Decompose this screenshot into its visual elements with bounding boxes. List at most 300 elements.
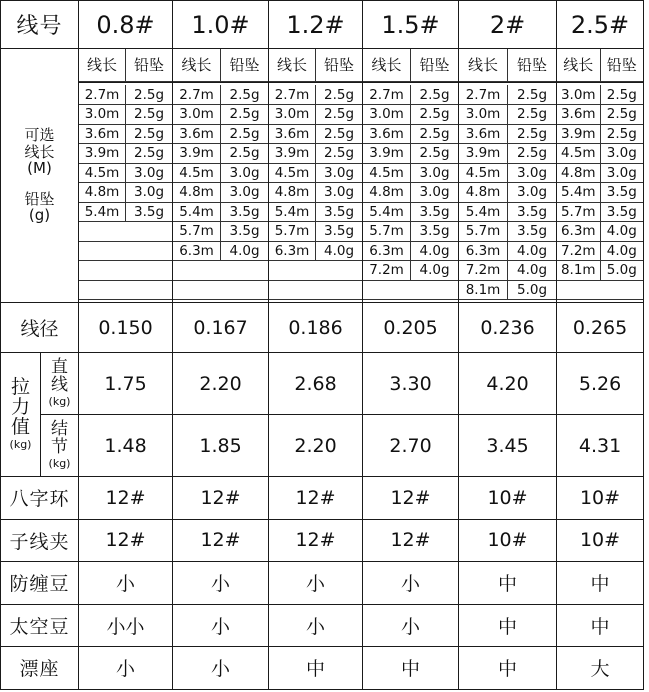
option-empty — [363, 280, 458, 300]
option-sinker: 2.5g — [411, 124, 459, 144]
option-length: 3.0m — [459, 105, 508, 125]
option-sinker: 2.5g — [126, 85, 173, 105]
option-sinker: 3.5g — [600, 183, 643, 203]
option-sinker: 4.0g — [600, 241, 643, 261]
line-size-header: 2.5# — [557, 1, 644, 49]
option-sinker: 2.5g — [508, 144, 557, 164]
diameter-value: 0.167 — [173, 303, 269, 353]
option-length: 7.2m — [363, 261, 411, 281]
option-length: 5.4m — [363, 202, 411, 222]
option-sinker: 3.0g — [126, 163, 173, 183]
sinker-header: 铅坠 — [126, 49, 173, 81]
options-column — [269, 83, 363, 303]
options-label-line: 可选 — [24, 126, 55, 145]
options-label-line: (g) — [28, 206, 51, 225]
option-sinker: 3.5g — [508, 222, 557, 242]
option-row — [269, 163, 362, 183]
option-sinker: 3.0g — [126, 183, 173, 203]
option-row — [363, 222, 458, 242]
option-length: 3.6m — [269, 124, 316, 144]
option-length: 3.0m — [173, 105, 221, 125]
option-row — [79, 124, 172, 144]
subheader-split — [173, 49, 268, 82]
option-sinker: 4.0g — [411, 261, 459, 281]
tensile-unit: (kg) — [9, 437, 32, 451]
option-sinker: 2.5g — [126, 144, 173, 164]
option-row — [459, 105, 556, 125]
option-length: 4.8m — [363, 183, 411, 203]
option-row — [173, 183, 268, 203]
option-length: 7.2m — [459, 261, 508, 281]
option-length: 3.9m — [459, 144, 508, 164]
option-row — [459, 144, 556, 164]
option-sinker: 3.5g — [221, 222, 269, 242]
options-label-line: 线长 — [24, 142, 55, 161]
subheader-split — [363, 49, 458, 82]
option-row — [459, 85, 556, 105]
option-row — [557, 144, 643, 164]
straight-strength-value: 2.20 — [173, 353, 269, 415]
option-length: 3.0m — [363, 105, 411, 125]
option-sinker: 2.5g — [221, 144, 269, 164]
knot-strength-value: 3.45 — [459, 415, 557, 477]
option-row — [363, 124, 458, 144]
option-row — [269, 85, 362, 105]
subheader-row — [1, 49, 644, 83]
option-length: 5.4m — [173, 202, 221, 222]
option-length: 5.7m — [269, 222, 316, 242]
accessory-value: 小 — [269, 562, 363, 605]
diameter-value: 0.186 — [269, 303, 363, 353]
option-sinker: 3.5g — [600, 202, 643, 222]
sinker-header: 铅坠 — [508, 49, 557, 81]
subheader-split — [459, 49, 556, 82]
accessory-value: 小 — [173, 604, 269, 647]
option-row — [269, 261, 362, 281]
option-row — [459, 241, 556, 261]
option-sinker: 3.5g — [411, 202, 459, 222]
option-length: 3.9m — [269, 144, 316, 164]
option-sinker: 3.5g — [316, 222, 363, 242]
option-row — [459, 261, 556, 281]
accessory-value: 中 — [459, 647, 557, 690]
accessory-label: 漂座 — [1, 647, 79, 690]
sinker-header: 铅坠 — [411, 49, 459, 81]
option-row — [173, 163, 268, 183]
option-row — [173, 241, 268, 261]
tensile-label-char: 值 — [10, 415, 30, 438]
accessory-value: 10# — [557, 519, 644, 562]
accessory-row — [1, 647, 644, 690]
option-row — [173, 202, 268, 222]
option-row — [363, 163, 458, 183]
option-sinker: 2.5g — [411, 85, 459, 105]
length-header: 线长 — [557, 49, 600, 81]
option-length: 4.5m — [173, 163, 221, 183]
option-sinker: 3.0g — [411, 183, 459, 203]
option-sinker: 2.5g — [316, 144, 363, 164]
option-sinker: 3.5g — [316, 202, 363, 222]
option-length: 6.3m — [363, 241, 411, 261]
accessory-label: 防缠豆 — [1, 562, 79, 605]
option-row — [173, 85, 268, 105]
option-length: 4.8m — [269, 183, 316, 203]
option-row — [79, 261, 172, 281]
accessory-label: 子线夹 — [1, 519, 79, 562]
accessory-value: 小 — [363, 604, 459, 647]
options-label-line: 铅坠 — [24, 189, 55, 208]
subheader-split — [269, 49, 362, 82]
options-label-line: (M) — [27, 159, 52, 178]
options-list — [459, 85, 556, 300]
option-length: 3.6m — [79, 124, 126, 144]
option-sinker: 3.5g — [126, 202, 173, 222]
diameter-label: 线径 — [1, 303, 79, 353]
accessory-value: 12# — [79, 519, 173, 562]
option-row — [79, 241, 172, 261]
length-header: 线长 — [459, 49, 508, 81]
option-row — [363, 241, 458, 261]
option-sinker: 5.0g — [600, 261, 643, 281]
option-sinker: 2.5g — [508, 124, 557, 144]
option-length: 5.4m — [79, 202, 126, 222]
sinker-header: 铅坠 — [316, 49, 363, 81]
accessory-value: 12# — [269, 477, 363, 520]
straight-strength-value: 5.26 — [557, 353, 644, 415]
tensile-strength-label — [1, 353, 41, 477]
option-length: 5.4m — [557, 183, 600, 203]
option-sinker: 2.5g — [411, 144, 459, 164]
option-row — [363, 105, 458, 125]
option-length: 4.5m — [269, 163, 316, 183]
option-sinker: 2.5g — [600, 85, 643, 105]
option-length: 4.5m — [557, 144, 600, 164]
option-row — [269, 183, 362, 203]
straight-strength-value: 4.20 — [459, 353, 557, 415]
diameter-value: 0.150 — [79, 303, 173, 353]
option-length: 4.5m — [79, 163, 126, 183]
option-length: 3.9m — [557, 124, 600, 144]
options-column — [79, 83, 173, 303]
knot-strength-row — [1, 415, 644, 477]
diameter-value: 0.236 — [459, 303, 557, 353]
option-sinker: 4.0g — [508, 241, 557, 261]
option-sinker: 4.0g — [508, 261, 557, 281]
option-row — [459, 222, 556, 242]
knot-strength-value: 2.20 — [269, 415, 363, 477]
option-row — [459, 202, 556, 222]
length-header: 线长 — [269, 49, 316, 81]
subheader-cell — [363, 49, 459, 83]
option-sinker: 4.0g — [316, 241, 363, 261]
option-length: 4.8m — [459, 183, 508, 203]
straight-label-char: 直 — [51, 357, 68, 378]
option-sinker: 2.5g — [508, 85, 557, 105]
knot-strength-value: 1.48 — [79, 415, 173, 477]
option-length: 8.1m — [459, 280, 508, 300]
option-empty — [557, 280, 643, 300]
option-length: 6.3m — [557, 222, 600, 242]
options-list — [79, 85, 172, 300]
option-sinker: 2.5g — [508, 105, 557, 125]
accessory-value: 10# — [459, 477, 557, 520]
straight-strength-value: 2.68 — [269, 353, 363, 415]
option-row — [173, 261, 268, 281]
option-length: 5.7m — [173, 222, 221, 242]
accessory-label: 太空豆 — [1, 604, 79, 647]
option-empty — [269, 280, 362, 300]
option-row — [79, 202, 172, 222]
option-sinker: 3.0g — [411, 163, 459, 183]
option-row — [269, 105, 362, 125]
option-length: 3.6m — [557, 105, 600, 125]
accessory-row — [1, 477, 644, 520]
knot-strength-value: 1.85 — [173, 415, 269, 477]
option-length: 2.7m — [79, 85, 126, 105]
option-length: 3.0m — [269, 105, 316, 125]
accessory-value: 中 — [557, 562, 644, 605]
knot-strength-value: 4.31 — [557, 415, 644, 477]
options-list — [363, 85, 458, 300]
straight-label-char: 线 — [51, 374, 68, 395]
option-sinker: 5.0g — [508, 280, 557, 300]
accessory-value: 中 — [557, 604, 644, 647]
option-length: 3.6m — [173, 124, 221, 144]
knot-unit: (kg) — [48, 456, 71, 470]
option-row — [557, 261, 643, 281]
option-sinker: 3.0g — [316, 163, 363, 183]
options-list — [269, 85, 362, 300]
option-sinker: 3.0g — [508, 163, 557, 183]
sinker-header: 铅坠 — [221, 49, 269, 81]
option-row — [269, 280, 362, 300]
option-length: 3.0m — [79, 105, 126, 125]
option-length: 4.8m — [173, 183, 221, 203]
options-row — [1, 83, 644, 303]
option-row — [557, 105, 643, 125]
option-sinker: 3.0g — [600, 163, 643, 183]
option-row — [269, 222, 362, 242]
accessory-value: 12# — [363, 519, 459, 562]
subheader-cell — [79, 49, 173, 83]
option-row — [173, 144, 268, 164]
accessory-value: 中 — [459, 604, 557, 647]
option-length: 5.7m — [363, 222, 411, 242]
option-sinker: 2.5g — [221, 124, 269, 144]
straight-label — [41, 353, 79, 415]
option-row — [79, 222, 172, 242]
subheader-cell — [173, 49, 269, 83]
option-sinker: 3.5g — [508, 202, 557, 222]
accessory-value: 中 — [269, 647, 363, 690]
option-length: 4.8m — [79, 183, 126, 203]
straight-unit: (kg) — [48, 394, 71, 408]
knot-label — [41, 415, 79, 477]
knot-label-char: 节 — [51, 436, 68, 457]
option-row — [459, 183, 556, 203]
option-row — [269, 144, 362, 164]
option-row — [459, 163, 556, 183]
option-sinker: 3.0g — [221, 163, 269, 183]
tensile-label-char: 拉 — [10, 376, 30, 398]
option-length: 5.4m — [269, 202, 316, 222]
options-column — [173, 83, 269, 303]
accessory-value: 小 — [363, 562, 459, 605]
option-row — [173, 105, 268, 125]
option-sinker: 2.5g — [316, 124, 363, 144]
option-row — [79, 163, 172, 183]
options-column — [459, 83, 557, 303]
option-sinker: 2.5g — [316, 105, 363, 125]
length-header: 线长 — [79, 49, 126, 81]
accessory-value: 12# — [363, 477, 459, 520]
accessory-value: 小小 — [79, 604, 173, 647]
straight-strength-value: 3.30 — [363, 353, 459, 415]
option-sinker: 2.5g — [126, 105, 173, 125]
option-row — [173, 124, 268, 144]
option-sinker: 2.5g — [221, 105, 269, 125]
option-row — [173, 222, 268, 242]
option-empty — [79, 280, 172, 300]
option-length: 6.3m — [269, 241, 316, 261]
option-sinker: 2.5g — [126, 124, 173, 144]
option-length: 4.5m — [363, 163, 411, 183]
length-header: 线长 — [363, 49, 411, 81]
option-row — [79, 105, 172, 125]
straight-strength-row — [1, 353, 644, 415]
accessory-value: 12# — [269, 519, 363, 562]
option-row — [79, 183, 172, 203]
options-list — [557, 85, 643, 300]
option-empty — [173, 280, 268, 300]
accessory-value: 小 — [173, 647, 269, 690]
option-length: 4.5m — [459, 163, 508, 183]
option-row — [363, 144, 458, 164]
line-size-header: 1.0# — [173, 1, 269, 49]
subheader-cell — [459, 49, 557, 83]
diameter-value: 0.205 — [363, 303, 459, 353]
option-sinker: 3.0g — [508, 183, 557, 203]
option-row — [557, 222, 643, 242]
option-sinker: 2.5g — [600, 105, 643, 125]
diameter-row — [1, 303, 644, 353]
accessory-value: 中 — [363, 647, 459, 690]
options-label-gap — [1, 177, 78, 191]
option-length: 3.0m — [557, 85, 600, 105]
option-row — [79, 280, 172, 300]
length-header: 线长 — [173, 49, 221, 81]
option-length: 5.4m — [459, 202, 508, 222]
option-sinker: 3.0g — [316, 183, 363, 203]
diameter-value: 0.265 — [557, 303, 644, 353]
options-list — [173, 85, 268, 300]
option-length: 7.2m — [557, 241, 600, 261]
option-sinker: 3.5g — [221, 202, 269, 222]
option-row — [459, 280, 556, 300]
option-length: 6.3m — [459, 241, 508, 261]
options-column — [363, 83, 459, 303]
accessory-label: 八字环 — [1, 477, 79, 520]
option-sinker: 4.0g — [600, 222, 643, 242]
option-row — [459, 124, 556, 144]
accessory-value: 12# — [173, 477, 269, 520]
option-sinker: 2.5g — [221, 85, 269, 105]
line-size-header: 2# — [459, 1, 557, 49]
accessory-value: 小 — [79, 562, 173, 605]
options-column — [557, 83, 644, 303]
accessory-value: 中 — [459, 562, 557, 605]
sinker-header: 铅坠 — [600, 49, 643, 81]
options-label — [1, 49, 79, 303]
option-length: 3.9m — [173, 144, 221, 164]
straight-strength-value: 1.75 — [79, 353, 173, 415]
option-sinker: 4.0g — [411, 241, 459, 261]
option-row — [363, 183, 458, 203]
option-sinker: 3.0g — [221, 183, 269, 203]
option-row — [557, 280, 643, 300]
option-length: 2.7m — [459, 85, 508, 105]
option-row — [269, 241, 362, 261]
accessory-value: 大 — [557, 647, 644, 690]
option-empty — [79, 261, 172, 281]
option-length: 3.9m — [79, 144, 126, 164]
option-row — [363, 202, 458, 222]
option-length: 8.1m — [557, 261, 600, 281]
accessory-value: 12# — [173, 519, 269, 562]
option-length: 6.3m — [173, 241, 221, 261]
accessory-value: 10# — [557, 477, 644, 520]
line-number-label: 线号 — [1, 1, 79, 49]
option-empty — [173, 261, 268, 281]
line-size-header: 0.8# — [79, 1, 173, 49]
subheader-cell — [269, 49, 363, 83]
option-sinker: 2.5g — [600, 124, 643, 144]
option-row — [363, 85, 458, 105]
line-size-header: 1.5# — [363, 1, 459, 49]
accessory-value: 小 — [269, 604, 363, 647]
option-sinker: 3.5g — [411, 222, 459, 242]
knot-strength-value: 2.70 — [363, 415, 459, 477]
line-size-header: 1.2# — [269, 1, 363, 49]
option-sinker: 2.5g — [316, 85, 363, 105]
option-length: 5.7m — [557, 202, 600, 222]
option-row — [557, 85, 643, 105]
option-sinker: 4.0g — [221, 241, 269, 261]
option-empty — [79, 241, 172, 261]
option-length: 4.8m — [557, 163, 600, 183]
subheader-split — [557, 49, 643, 82]
option-length: 3.6m — [363, 124, 411, 144]
subheader-split — [79, 49, 172, 82]
accessory-row — [1, 604, 644, 647]
option-row — [363, 280, 458, 300]
option-length: 2.7m — [173, 85, 221, 105]
knot-label-char: 结 — [51, 419, 68, 440]
accessory-value: 10# — [459, 519, 557, 562]
option-row — [173, 280, 268, 300]
subheader-cell — [557, 49, 644, 83]
option-length: 2.7m — [363, 85, 411, 105]
accessory-value: 小 — [79, 647, 173, 690]
option-row — [79, 85, 172, 105]
header-row — [1, 1, 644, 49]
option-row — [79, 144, 172, 164]
option-empty — [79, 222, 172, 242]
option-length: 5.7m — [459, 222, 508, 242]
option-length: 3.6m — [459, 124, 508, 144]
tensile-label-char: 力 — [10, 395, 30, 418]
option-length: 3.9m — [363, 144, 411, 164]
